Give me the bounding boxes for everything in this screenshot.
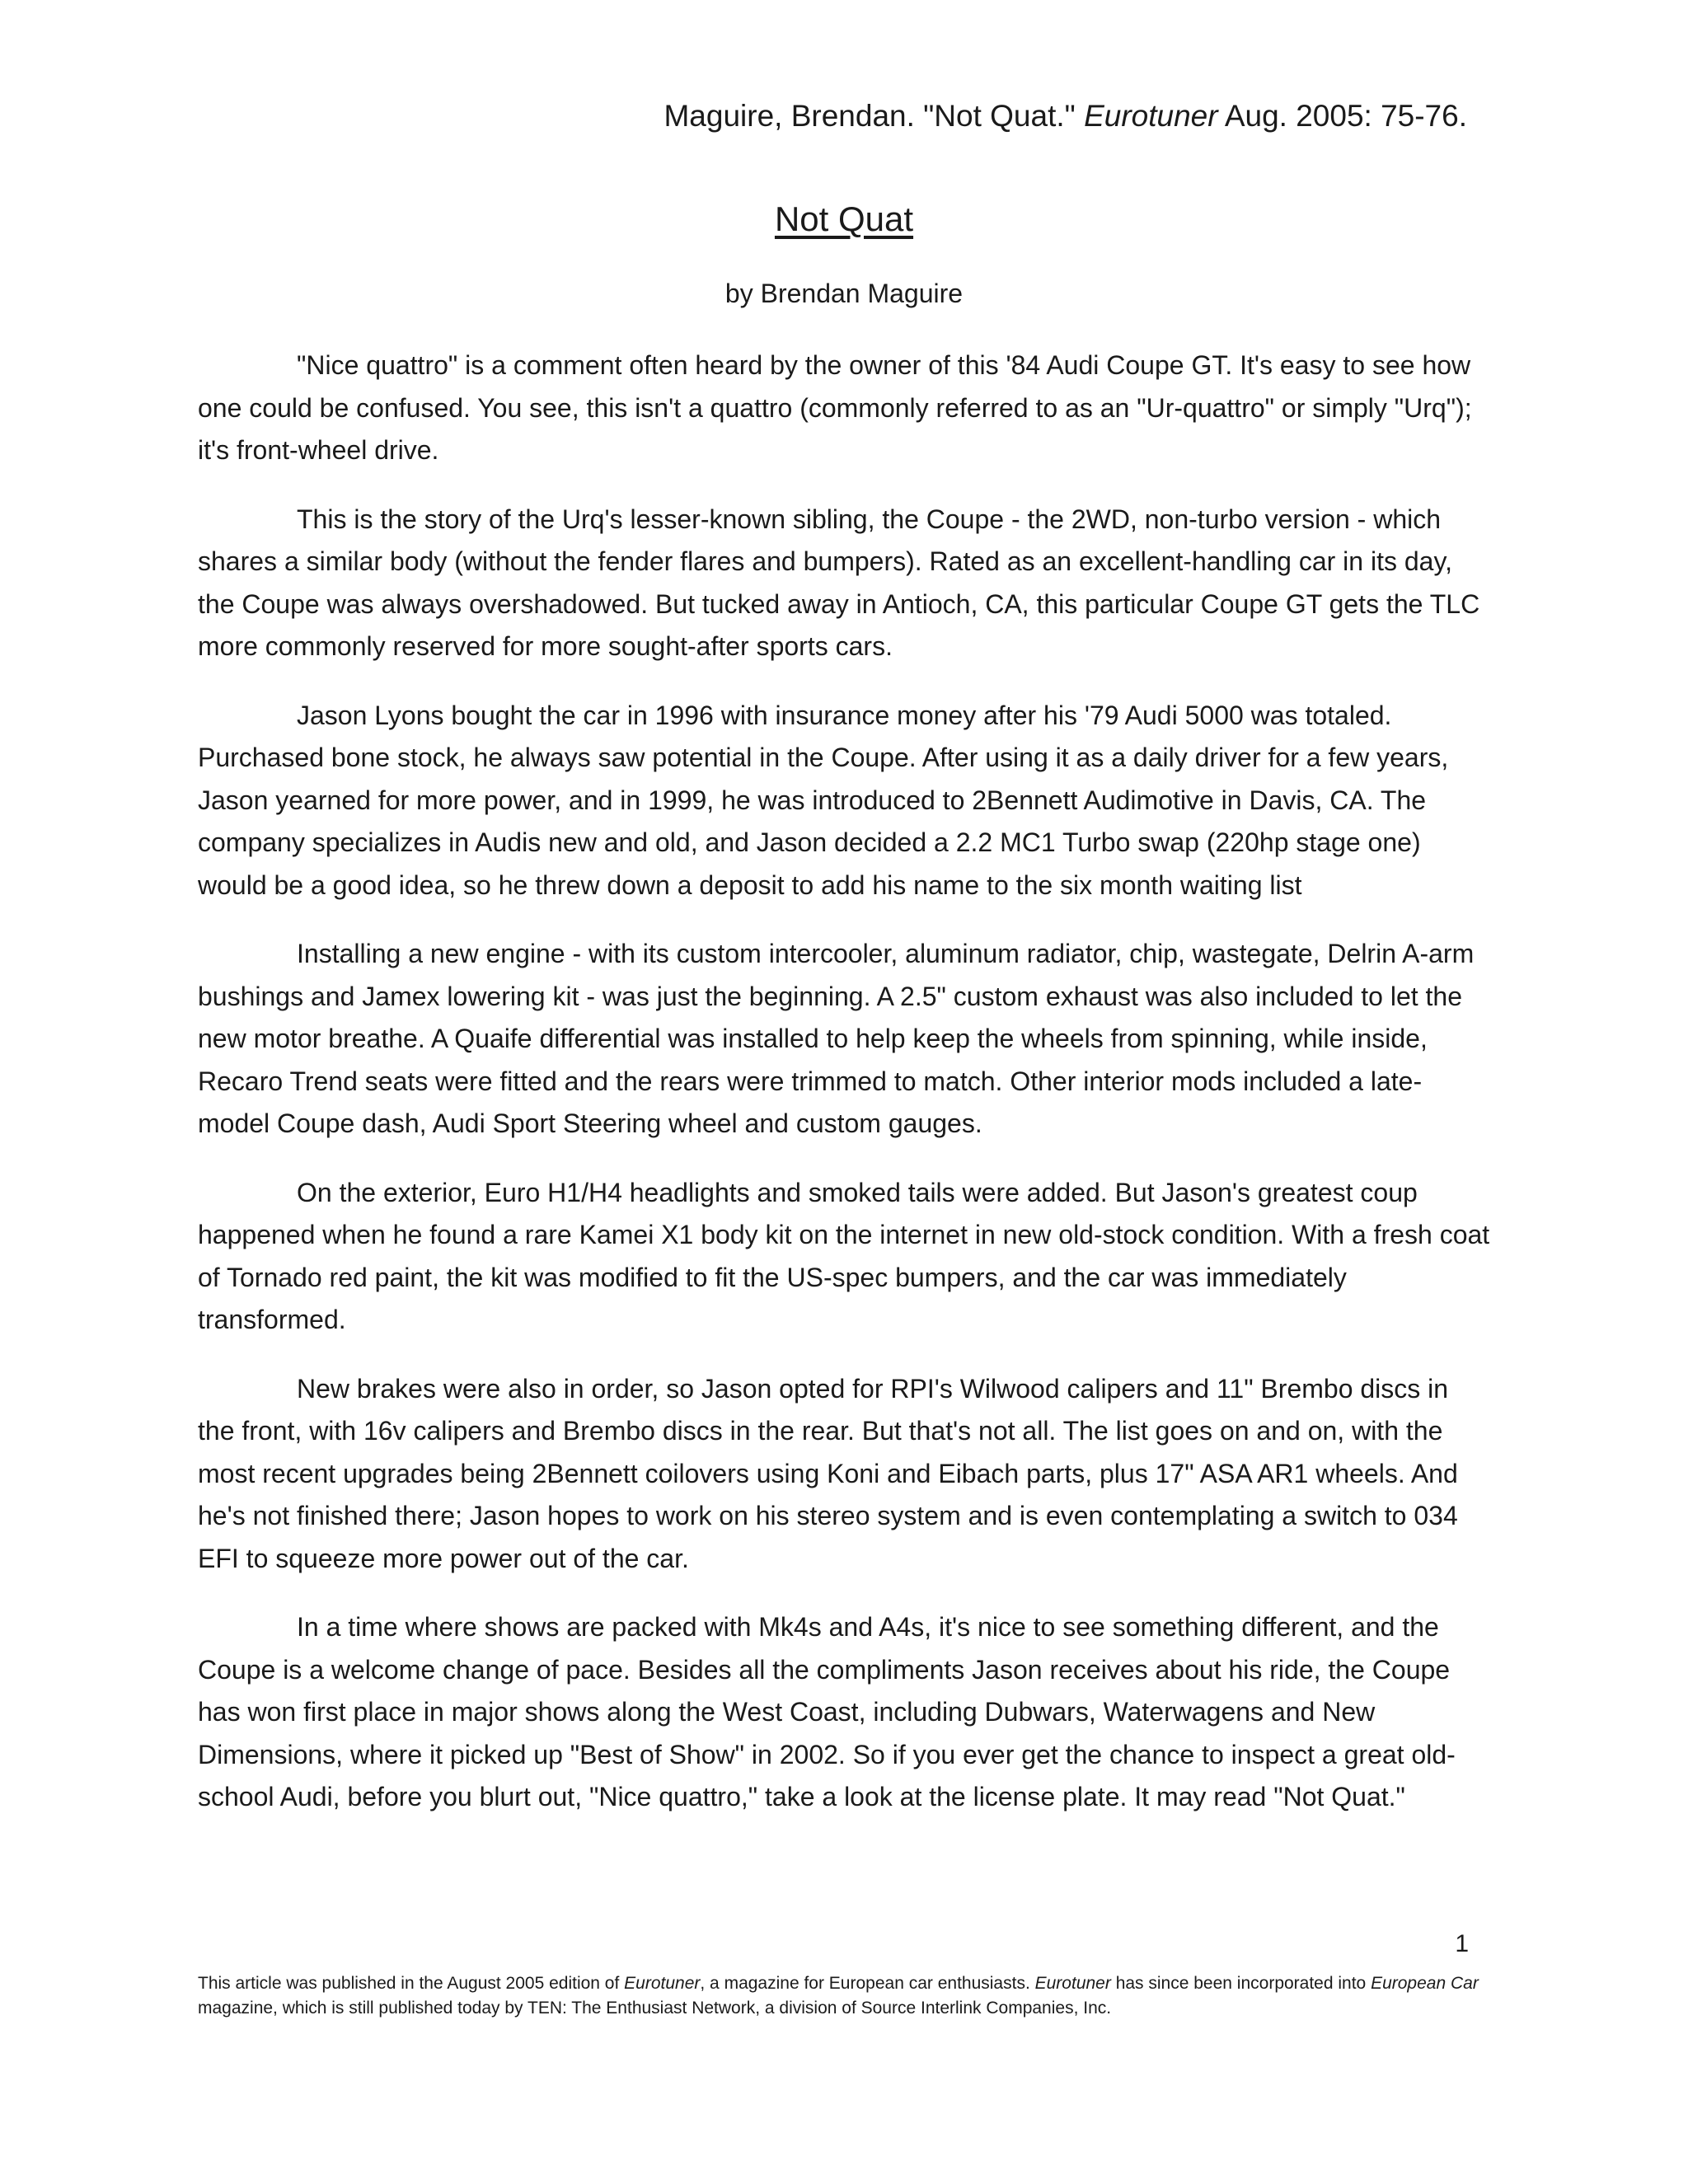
- paragraph-6: New brakes were also in order, so Jason opted for RPI's Wilwood calipers and 11" Brembo discs in the front, with 16v calipers and Brembo discs in the rear. But that's not all. The list goes on and on, with the most recent upgrades being 2Bennett coilovers using Koni and Eibach parts, plus 17" ASA AR1 wheels. And he's not finished there; Jason hopes to work on his stereo system and is even contemplating a switch to 034 EFI to squeeze more power out of the car.: [198, 1373, 1458, 1573]
- citation-prefix: Maguire, Brendan. "Not Quat.": [663, 99, 1085, 133]
- footer-publication-3: European Car: [1371, 1974, 1479, 1993]
- paragraph-7: In a time where shows are packed with Mk4s and A4s, it's nice to see something different, and the Coupe is a welcome change of pace. Besides all the compliments Jason receives about his ride, the Coupe has won first place in major shows along the West Coast, including Dubwars, Waterwagens and New Dimensions, where it picked up "Best of Show" in 2002. So if you ever get the chance to inspect a great old-school Audi, before you blurt out, "Nice quattro," take a look at the license plate. It may read "Not Quat.": [198, 1612, 1456, 1811]
- citation-header: [663, 99, 1467, 134]
- article-body: [198, 344, 1492, 1845]
- paragraph-5: On the exterior, Euro H1/H4 headlights and smoked tails were added. But Jason's greatest coup happened when he found a rare Kamei X1 body kit on the internet in new old-stock condition. With a fresh coat of Tornado red paint, the kit was modified to fit the US-spec bumpers, and the car was immediately transformed.: [198, 1177, 1490, 1334]
- paragraph-1: "Nice quattro" is a comment often heard by the owner of this '84 Audi Coupe GT. It's easy to see how one could be confused. You see, this isn't a quattro (commonly referred to as an "Ur-quattro" or simply "Urq"); it's front-wheel drive.: [198, 350, 1472, 465]
- citation-suffix: Aug. 2005: 75-76.: [1217, 99, 1467, 133]
- footer-note: [198, 1971, 1493, 2021]
- footer-text-3: has since been incorporated into: [1110, 1974, 1372, 1993]
- paragraph-4: Installing a new engine - with its custom intercooler, aluminum radiator, chip, wastegate, Delrin A-arm bushings and Jamex lowering kit - was just the beginning. A 2.5" custom exhaust was also included to let the new motor breathe. A Quaife differential was installed to help keep the wheels from spinning, while inside, Recaro Trend seats were fitted and the rears were trimmed to match. Other interior mods included a late-model Coupe dash, Audi Sport Steering wheel and custom gauges.: [198, 939, 1475, 1138]
- citation-publication: Eurotuner: [1084, 99, 1218, 133]
- footer-publication-1: Eurotuner: [624, 1974, 701, 1993]
- footer-text-1: This article was published in the August 2005 edition of: [198, 1974, 625, 1993]
- article-title: Not Quat: [774, 199, 914, 238]
- page-number: 1: [1455, 1930, 1469, 1957]
- footer-text-4: magazine, which is still published today by TEN: The Enthusiast Network, a division of Source Interlink Companies, Inc.: [198, 1999, 1112, 2018]
- footer-publication-2: Eurotuner: [1034, 1974, 1111, 1993]
- article-byline: by Brendan Maguire: [724, 279, 964, 308]
- footer-text-2: , a magazine for European car enthusiasts.: [700, 1974, 1035, 1993]
- paragraph-3: Jason Lyons bought the car in 1996 with insurance money after his '79 Audi 5000 was totaled. Purchased bone stock, he always saw potential in the Coupe. After using it as a daily driver for a few years, Jason yearned for more power, and in 1999, he was introduced to 2Bennett Audimotive in Davis, CA. The company specializes in Audis new and old, and Jason decided a 2.2 MC1 Turbo swap (220hp stage one) would be a good idea, so he threw down a deposit to add his name to the six month waiting list: [198, 700, 1449, 900]
- paragraph-2: This is the story of the Urq's lesser-known sibling, the Coupe - the 2WD, non-turbo version - which shares a similar body (without the fender flares and bumpers). Rated as an excellent-handling car in its day, the Coupe was always overshadowed. But tucked away in Antioch, CA, this particular Coupe GT gets the TLC more commonly reserved for more sought-after sports cars.: [198, 504, 1480, 661]
